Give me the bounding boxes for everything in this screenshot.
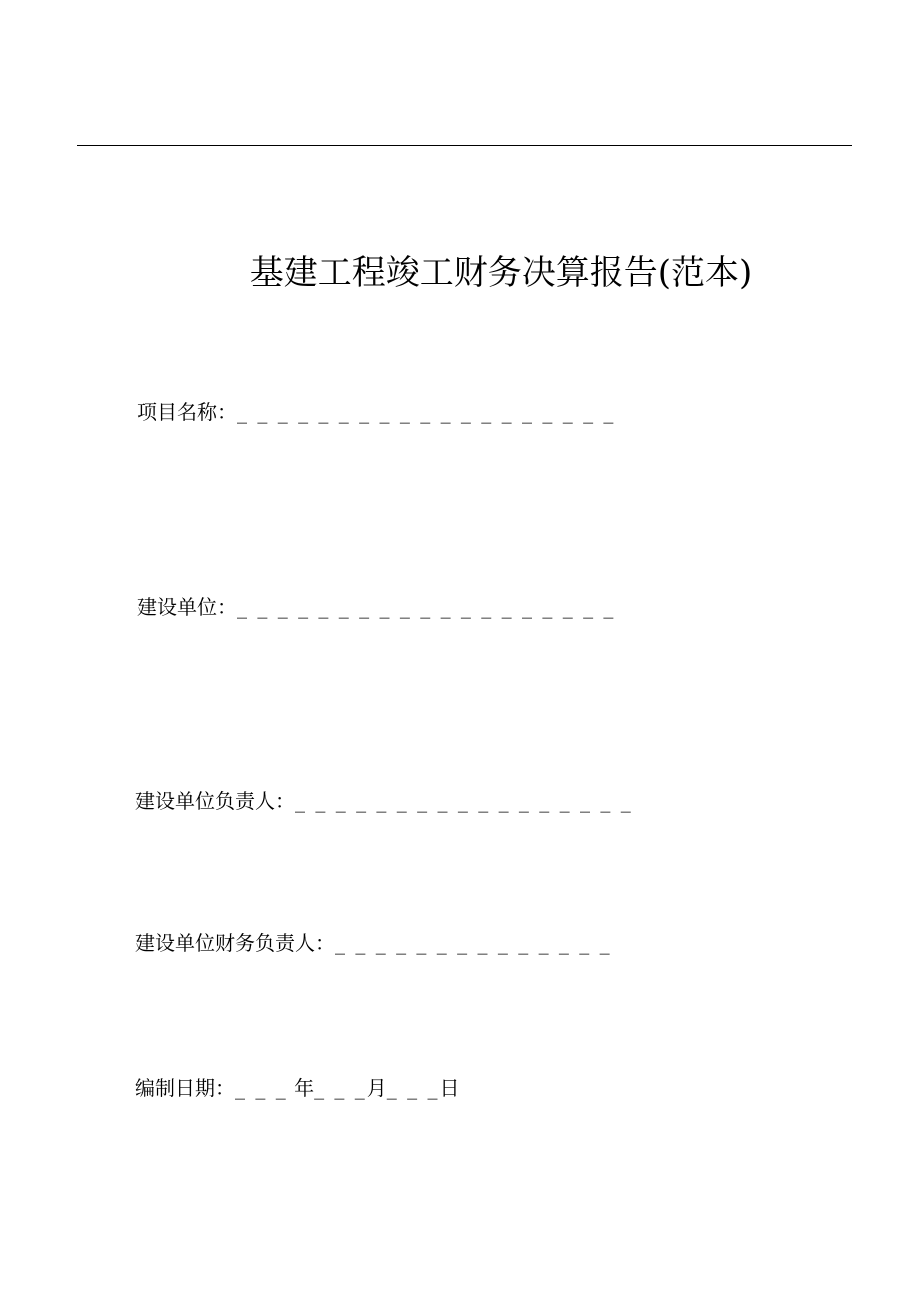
compile-date-label: 编制日期： bbox=[135, 1076, 235, 1100]
date-month-blank[interactable]: _ _ _ bbox=[314, 1076, 367, 1100]
date-day-unit: 日 bbox=[439, 1076, 460, 1100]
finance-head-blank[interactable]: _ _ _ _ _ _ _ _ _ _ _ _ _ _ bbox=[335, 931, 612, 955]
project-name-label: 项目名称： bbox=[137, 400, 237, 424]
construction-unit-label: 建设单位： bbox=[137, 595, 237, 619]
date-day-blank[interactable]: _ _ _ bbox=[386, 1076, 440, 1100]
header-rule bbox=[77, 145, 852, 146]
date-year-unit: 年 bbox=[294, 1076, 315, 1100]
unit-head-label: 建设单位负责人： bbox=[135, 789, 295, 813]
unit-head-blank[interactable]: _ _ _ _ _ _ _ _ _ _ _ _ _ _ _ _ _ bbox=[295, 789, 633, 813]
finance-head-label: 建设单位财务负责人： bbox=[135, 931, 335, 955]
date-year-blank[interactable]: _ _ _ bbox=[235, 1076, 288, 1100]
project-name-blank[interactable]: _ _ _ _ _ _ _ _ _ _ _ _ _ _ _ _ _ _ _ bbox=[237, 400, 616, 424]
compile-date-field bbox=[135, 1074, 460, 1102]
date-month-unit: 月 bbox=[366, 1076, 387, 1100]
construction-unit-blank[interactable]: _ _ _ _ _ _ _ _ _ _ _ _ _ _ _ _ _ _ _ bbox=[237, 595, 616, 619]
document-title: 基建工程竣工财务决算报告(范本) bbox=[249, 253, 753, 293]
construction-unit-field bbox=[137, 593, 615, 621]
project-name-field bbox=[137, 398, 615, 426]
unit-head-field bbox=[135, 787, 633, 815]
finance-head-field bbox=[135, 929, 612, 957]
